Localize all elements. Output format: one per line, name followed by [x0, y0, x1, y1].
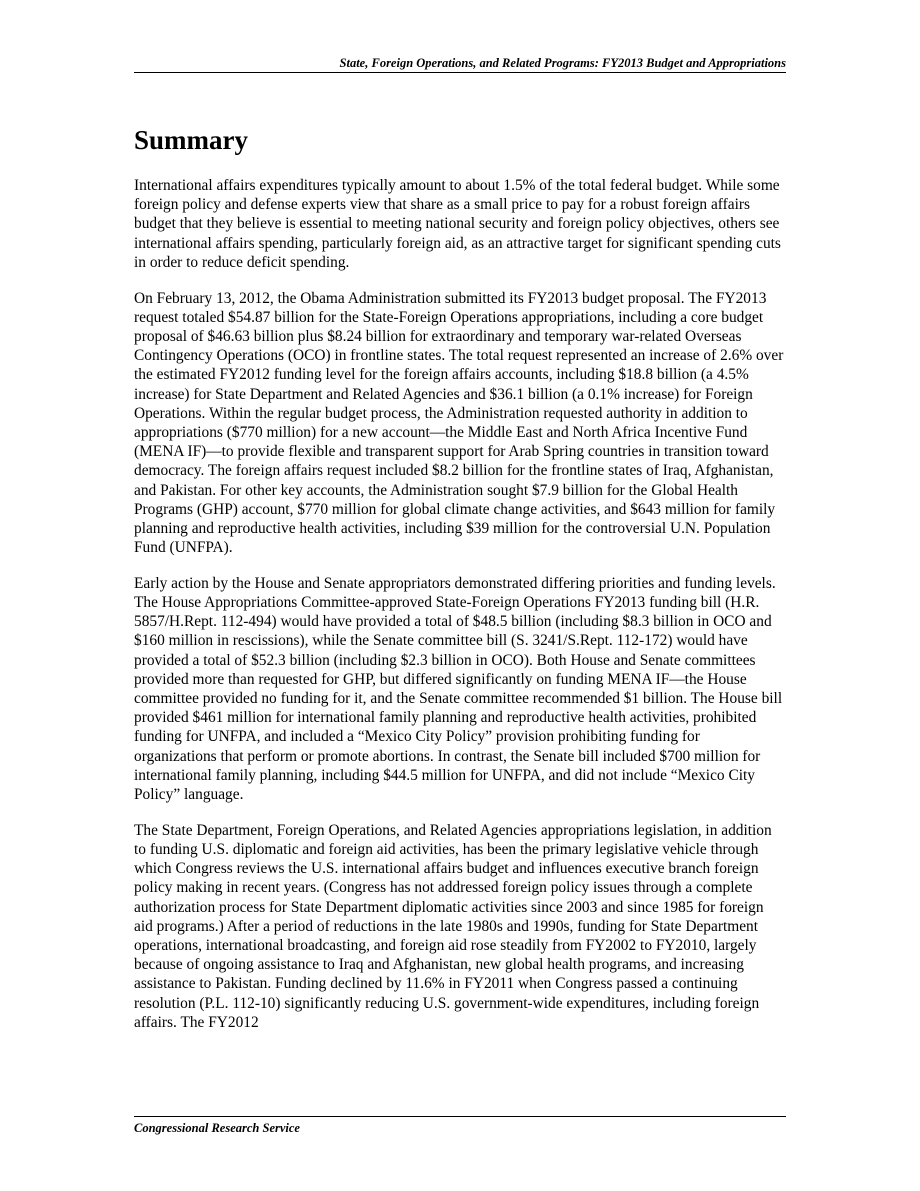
- paragraph-budget-request: On February 13, 2012, the Obama Administration submitted its FY2013 budget proposal. The FY2013 request totaled $54.87 billion for the State-Foreign Operations appropriations, including a core budget proposal of $46.63 billion plus $8.24 billion for extraordinary and temporary war-related Overseas Contingency Operations (OCO) in frontline states. The total request represented an increase of 2.6% over the estimated FY2012 funding level for the foreign affairs accounts, including $18.8 billion (a 4.5% increase) for State Department and Related Agencies and $36.1 billion (a 0.1% increase) for Foreign Operations. Within the regular budget process, the Administration requested authority in addition to appropriations ($770 million) for a new account—the Middle East and North Africa Incentive Fund (MENA IF)—to provide flexible and transparent support for Arab Spring countries in transition toward democracy. The foreign affairs request included $8.2 billion for the frontline states of Iraq, Afghanistan, and Pakistan. For other key accounts, the Administration sought $7.9 billion for the Global Health Programs (GHP) account, $770 million for global climate change activities, and $643 million for family planning and reproductive health activities, including $39 million for the controversial U.N. Population Fund (UNFPA).: [134, 289, 784, 557]
- running-footer: Congressional Research Service: [134, 1121, 300, 1135]
- paragraph-intro: International affairs expenditures typically amount to about 1.5% of the total federal budget. While some foreign policy and defense experts view that share as a small price to pay for a robust foreign affairs budget that they believe is essential to meeting national security and foreign policy objectives, others see international affairs spending, particularly foreign aid, as an attractive target for significant spending cuts in order to reduce deficit spending.: [134, 177, 781, 271]
- header-rule: [134, 72, 786, 73]
- section-title: Summary: [134, 125, 248, 155]
- footer-rule: [134, 1116, 786, 1117]
- body-text: [134, 176, 786, 1049]
- paragraph-legislation-history: The State Department, Foreign Operations, and Related Agencies appropriations legislation, in addition to funding U.S. diplomatic and foreign aid activities, has been the primary legislative vehicle through which Congress reviews the U.S. international affairs budget and influences executive branch foreign policy making in recent years. (Congress has not addressed foreign policy issues through a complete authorization process for State Department diplomatic activities since 2003 and since 1985 for foreign aid programs.) After a period of reductions in the late 1980s and 1990s, funding for State Department operations, international broadcasting, and foreign aid rose steadily from FY2002 to FY2010, largely because of ongoing assistance to Iraq and Afghanistan, new global health programs, and increasing assistance to Pakistan. Funding declined by 11.6% in FY2011 when Congress passed a continuing resolution (P.L. 112-10) significantly reducing U.S. government-wide expenditures, including foreign affairs. The FY2012: [134, 821, 772, 1031]
- paragraph-appropriators: Early action by the House and Senate appropriators demonstrated differing priorities and funding levels. The House Appropriations Committee-approved State-Foreign Operations FY2013 funding bill (H.R. 5857/H.Rept. 112-494) would have provided a total of $48.5 billion (including $8.3 billion in OCO and $160 million in rescissions), while the Senate committee bill (S. 3241/S.Rept. 112-172) would have provided a total of $52.3 billion (including $2.3 billion in OCO). Both House and Senate committees provided more than requested for GHP, but differed significantly on funding MENA IF—the House committee provided no funding for it, and the Senate committee recommended $1 billion. The House bill provided $461 million for international family planning and reproductive health activities, prohibited funding for UNFPA, and included a “Mexico City Policy” provision prohibiting funding for organizations that perform or promote abortions. In contrast, the Senate bill included $700 million for international family planning, including $44.5 million for UNFPA, and did not include “Mexico City Policy” language.: [134, 574, 783, 804]
- running-header: State, Foreign Operations, and Related Programs: FY2013 Budget and Appropriations: [339, 56, 786, 70]
